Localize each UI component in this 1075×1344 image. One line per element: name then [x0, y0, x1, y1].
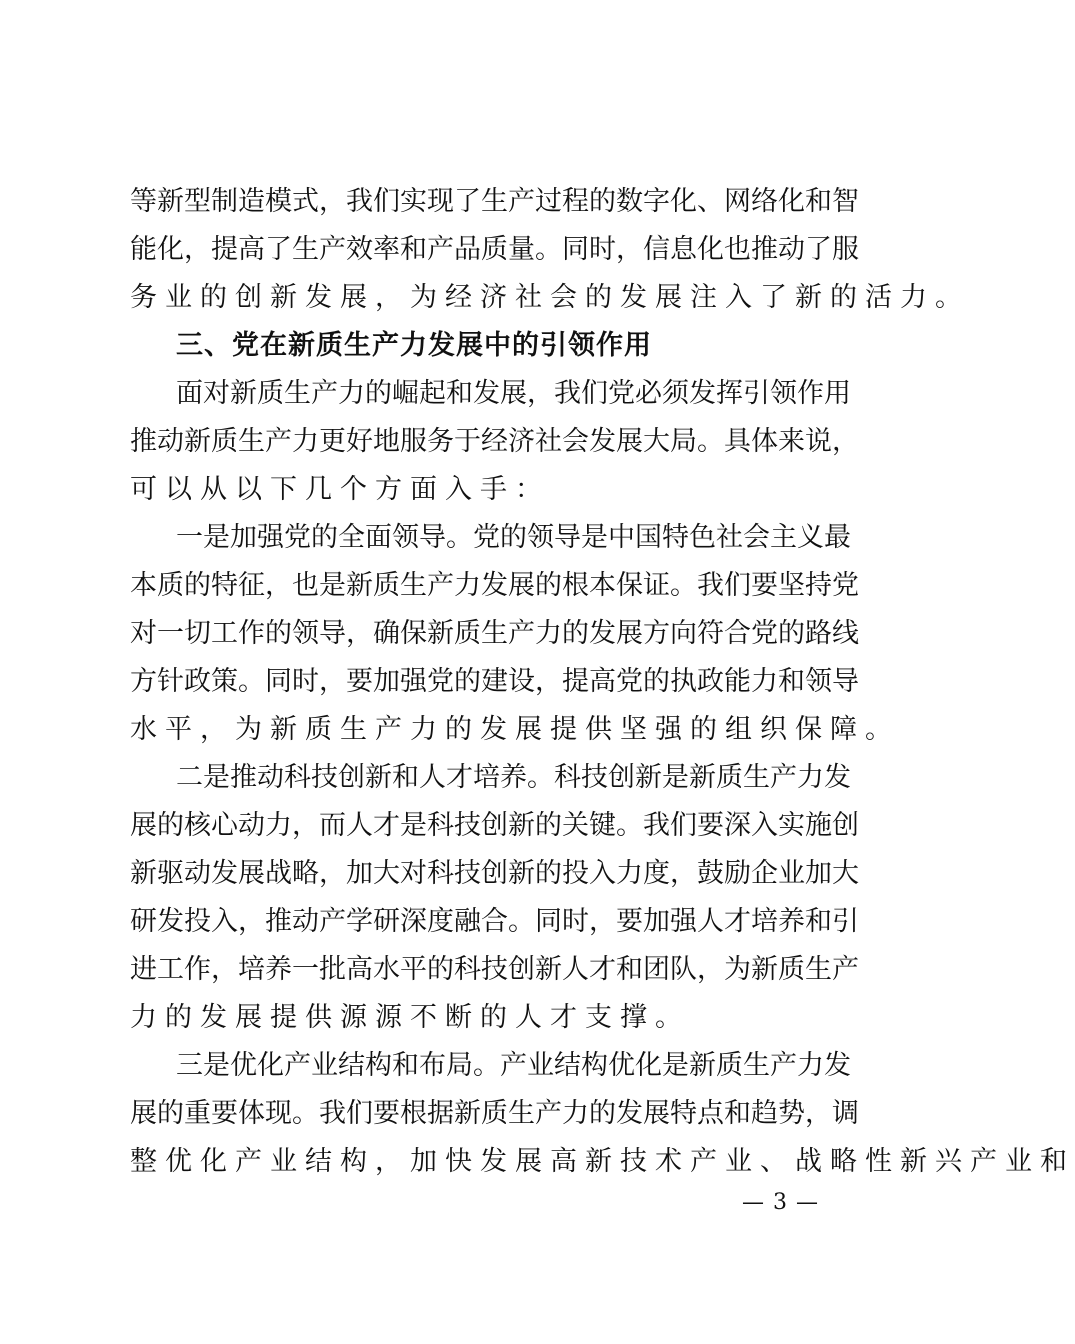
section-heading	[130, 322, 830, 370]
text-line: 二是推动科技创新和人才培养。科技创新是新质生产力发	[176, 762, 851, 793]
text-line: 整优化产业结构，加快发展高新技术产业、战略性新兴产业和	[130, 1146, 1075, 1177]
paragraph	[130, 754, 859, 1042]
text-line: 对一切工作的领导，确保新质生产力的发展方向符合党的路线	[130, 618, 859, 649]
paragraph	[130, 370, 859, 514]
text-line: 等新型制造模式，我们实现了生产过程的数字化、网络化和智	[130, 186, 859, 217]
text-line: 可以从以下几个方面入手：	[130, 474, 550, 505]
text-line: 研发投入，推动产学研深度融合。同时，要加强人才培养和引	[130, 906, 859, 937]
text-line: 一是加强党的全面领导。党的领导是中国特色社会主义最	[176, 522, 851, 553]
text-line: 面对新质生产力的崛起和发展，我们党必须发挥引领作用	[176, 378, 851, 409]
text-line: 推动新质生产力更好地服务于经济社会发展大局。具体来说，	[130, 426, 859, 457]
text-line: 三是优化产业结构和布局。产业结构优化是新质生产力发	[176, 1050, 851, 1081]
text-line: 本质的特征，也是新质生产力发展的根本保证。我们要坚持党	[130, 570, 859, 601]
page-number: — 3 —	[742, 1190, 819, 1215]
text-line: 展的重要体现。我们要根据新质生产力的发展特点和趋势，调	[130, 1098, 859, 1129]
document-body	[130, 178, 1075, 1186]
paragraph	[130, 1042, 1075, 1186]
text-line: 三、党在新质生产力发展中的引领作用	[176, 330, 652, 361]
text-line: 务业的创新发展，为经济社会的发展注入了新的活力。	[130, 282, 970, 313]
text-line: 进工作，培养一批高水平的科技创新人才和团队，为新质生产	[130, 954, 859, 985]
text-line: 水平，为新质生产力的发展提供坚强的组织保障。	[130, 714, 900, 745]
text-line: 方针政策。同时，要加强党的建设，提高党的执政能力和领导	[130, 666, 859, 697]
text-line: 力的发展提供源源不断的人才支撑。	[130, 1002, 690, 1033]
paragraph	[130, 514, 900, 754]
text-line: 能化，提高了生产效率和产品质量。同时，信息化也推动了服	[130, 234, 859, 265]
text-line: 展的核心动力，而人才是科技创新的关键。我们要深入实施创	[130, 810, 859, 841]
text-line: 新驱动发展战略，加大对科技创新的投入力度，鼓励企业加大	[130, 858, 859, 889]
paragraph	[130, 178, 970, 322]
